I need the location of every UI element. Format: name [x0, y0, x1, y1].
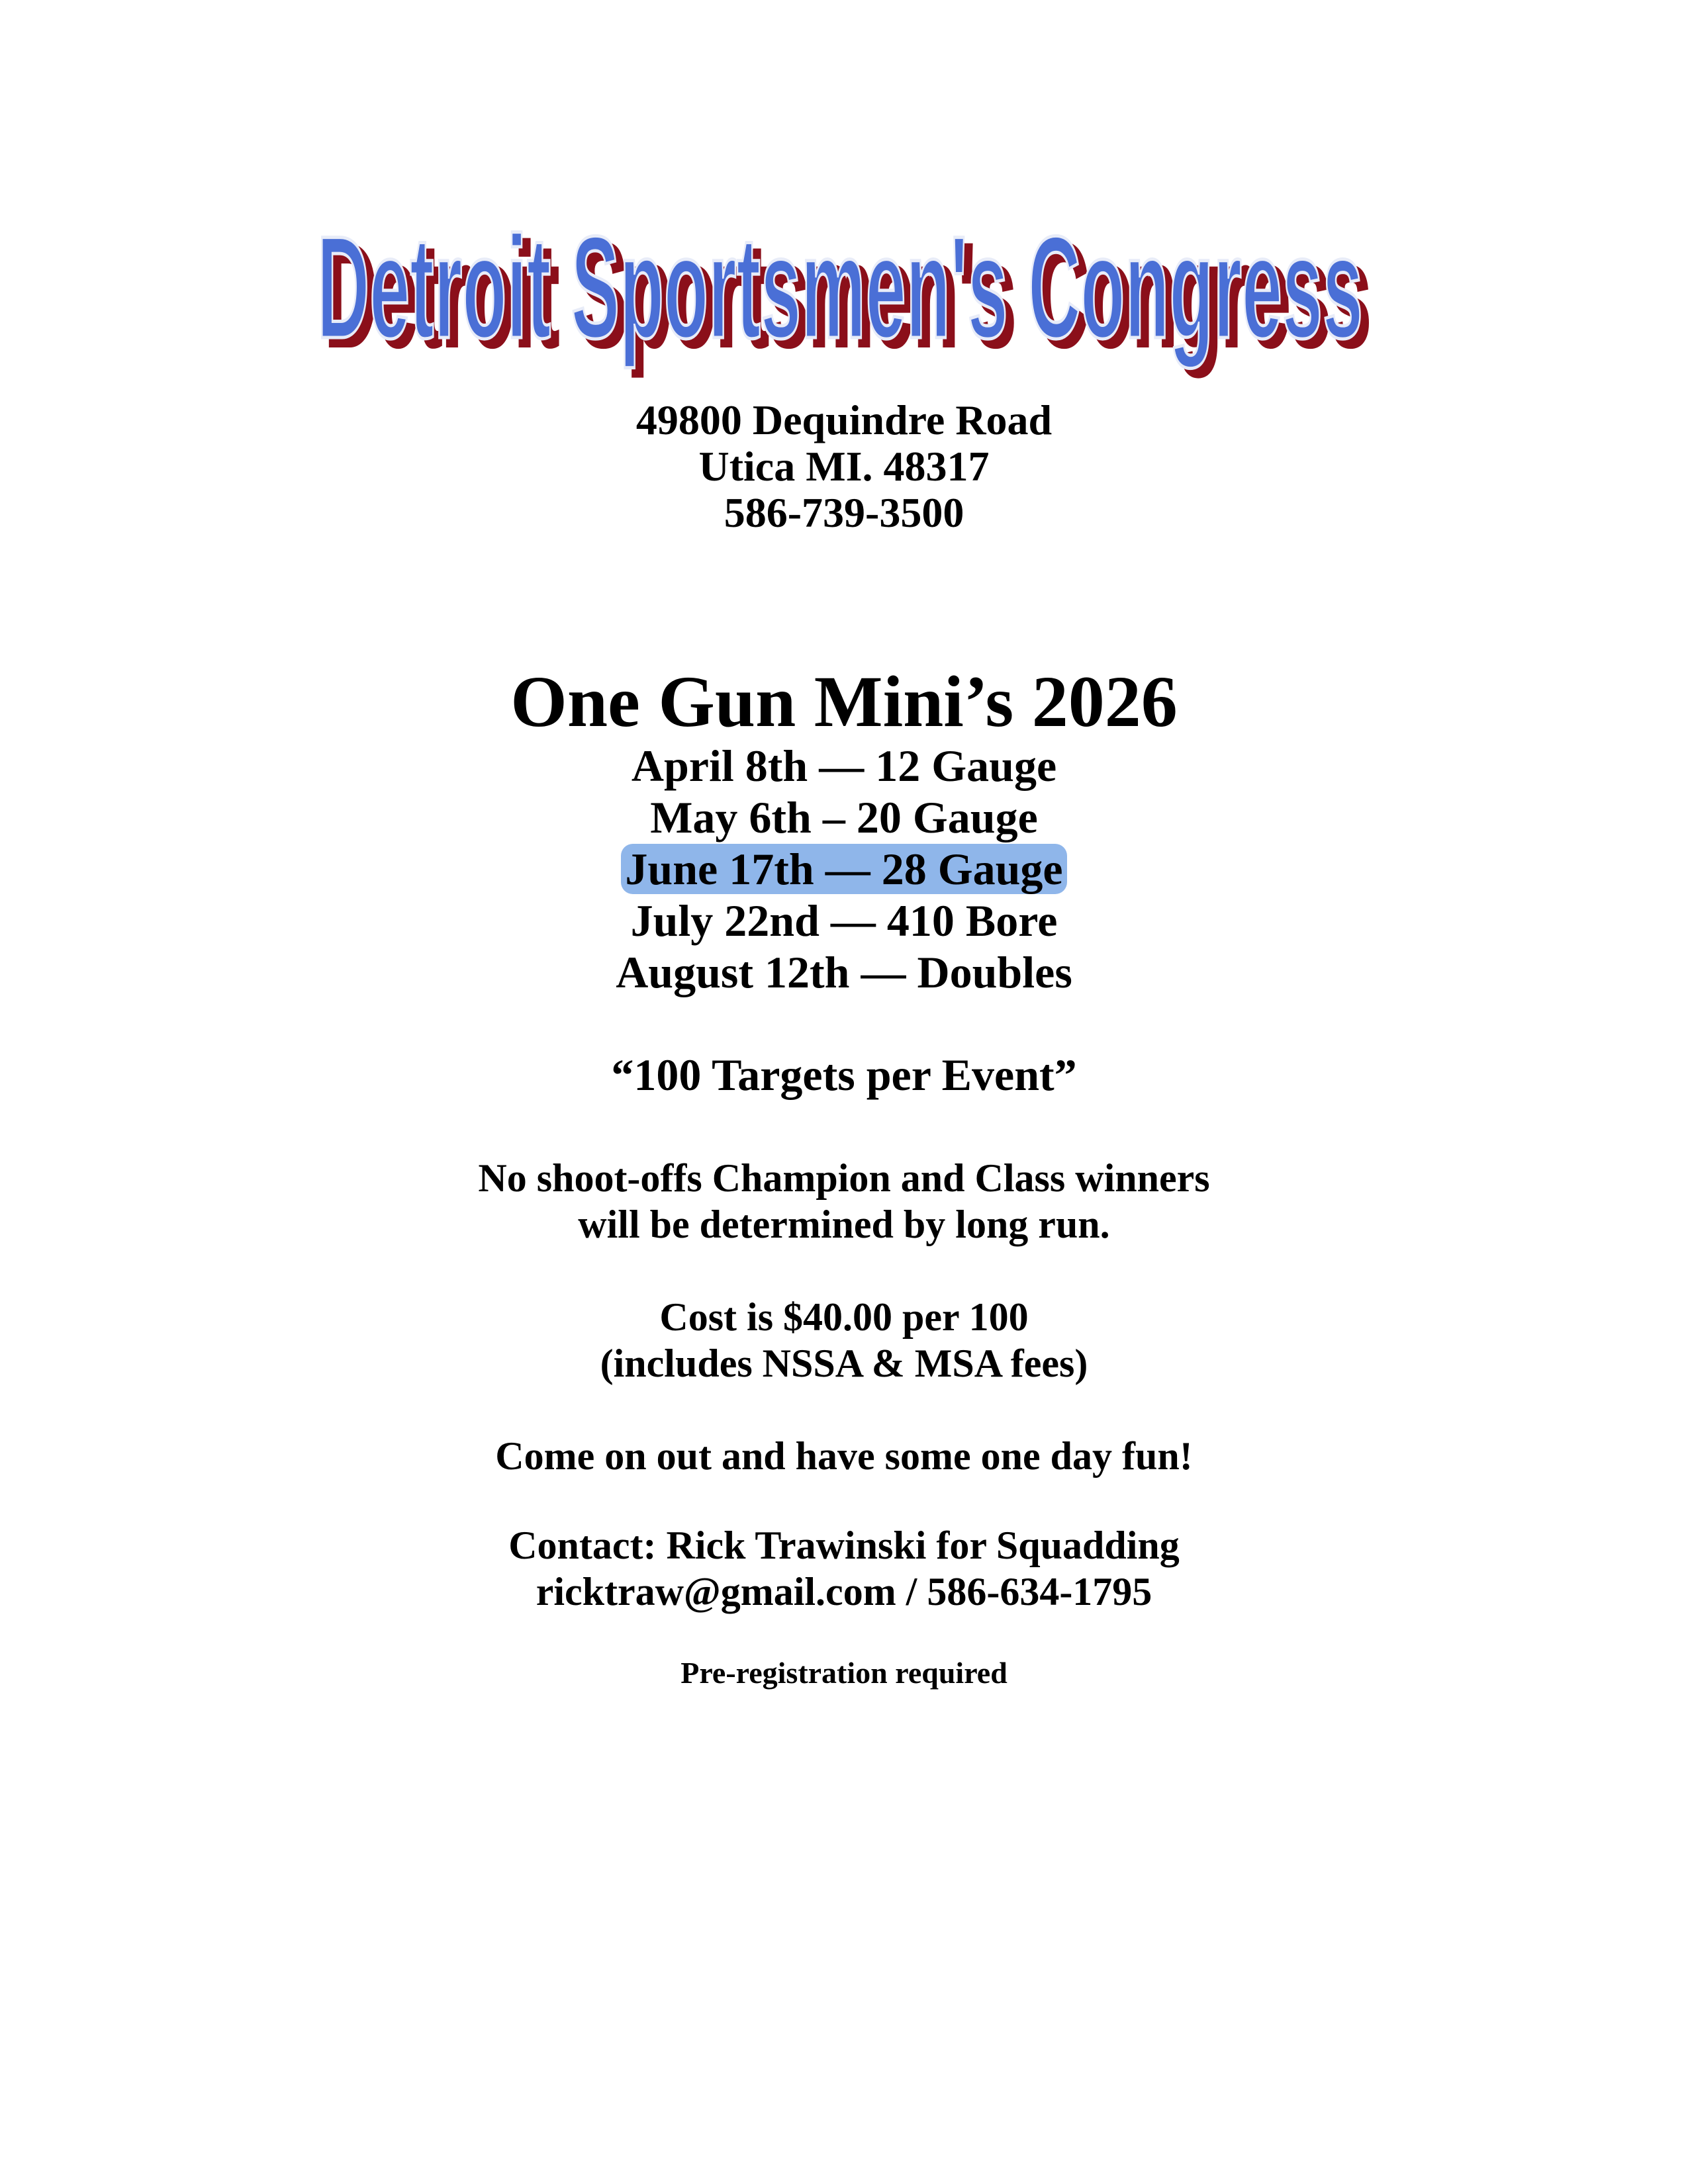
club-logo [0, 199, 1688, 390]
event-text: July 22nd — 410 Bore [630, 895, 1058, 946]
club-logo-wordart [301, 199, 1387, 390]
cost-line-1: Cost is $40.00 per 100 [659, 1295, 1029, 1339]
fun-note: Come on out and have some one day fun! [495, 1434, 1193, 1478]
address-phone: 586-739-3500 [724, 489, 964, 536]
contact-line-2: ricktraw@gmail.com / 586-634-1795 [536, 1570, 1152, 1614]
event-text: August 12th — Doubles [616, 947, 1072, 997]
logo-main-text: Detroit Sportsmen's Congress [317, 206, 1363, 369]
club-address [0, 397, 1688, 536]
event-text: April 8th — 12 Gauge [631, 741, 1057, 791]
event-item [0, 946, 1688, 998]
event-text-highlighted: June 17th — 28 Gauge [621, 844, 1066, 894]
cost-note [0, 1294, 1688, 1387]
event-item [0, 895, 1688, 946]
logo-shadow-text: Detroit Sportsmen's Congress [325, 214, 1371, 377]
cost-line-2: (includes NSSA & MSA fees) [600, 1342, 1088, 1385]
event-item-highlighted [0, 843, 1688, 895]
targets-note: “100 Targets per Event” [611, 1050, 1077, 1100]
address-city: Utica MI. 48317 [698, 443, 990, 490]
event-text: May 6th – 20 Gauge [650, 792, 1038, 842]
event-title: One Gun Mini’s 2026 [510, 661, 1178, 742]
rules-line-1: No shoot-offs Champion and Class winners [478, 1156, 1210, 1200]
event-schedule [0, 740, 1688, 998]
address-street: 49800 Dequindre Road [635, 396, 1053, 443]
rules-note [0, 1155, 1688, 1248]
event-item [0, 740, 1688, 792]
event-item [0, 792, 1688, 843]
contact-line-1: Contact: Rick Trawinski for Squadding [508, 1524, 1180, 1567]
contact-info [0, 1522, 1688, 1615]
rules-line-2: will be determined by long run. [578, 1203, 1110, 1246]
preregistration-note: Pre-registration required [680, 1656, 1008, 1690]
